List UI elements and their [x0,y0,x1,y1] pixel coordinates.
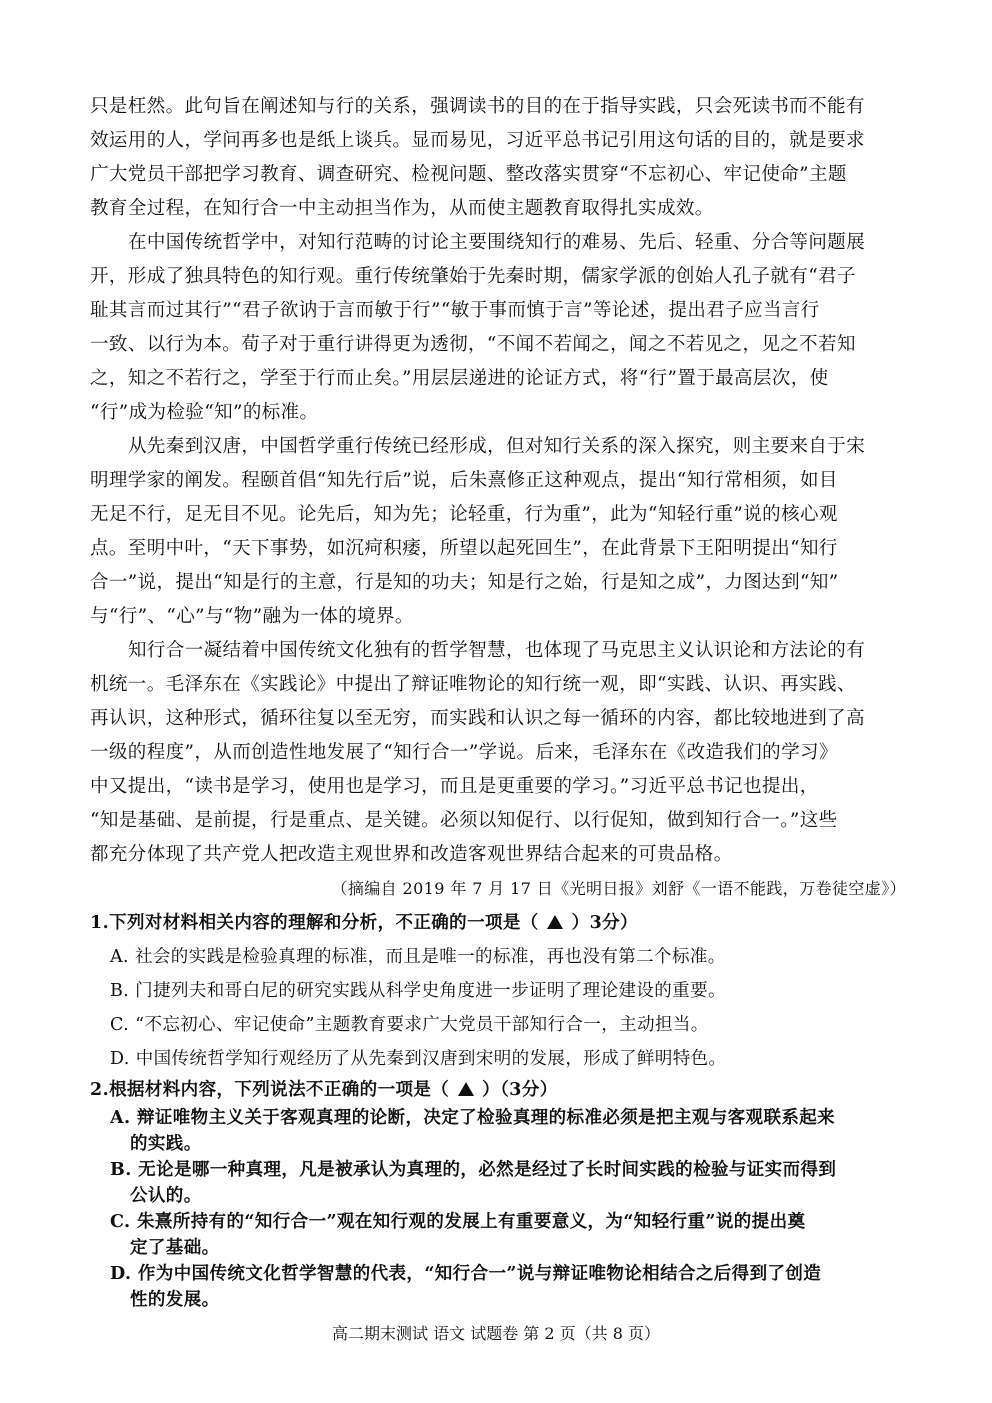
passage-line: 再认识，这种形式，循环往复以至无穷，而实践和认识之每一循环的内容，都比较地进到了高 [90,708,865,729]
option-a: A. 社会的实践是检验真理的标准，而且是唯一的标准，再也没有第二个标准。 [110,947,726,967]
option-d: D. 中国传统哲学知行观经历了从先秦到汉唐到宋明的发展，形成了鲜明特色。 [110,1049,727,1069]
option-c-cont: 定了基础。 [130,1238,220,1258]
question-stem-text: 2.根据材料内容，下列说法不正确的一项是（ [90,1080,450,1100]
passage-line: 效运用的人，学问再多也是纸上谈兵。显而易见，习近平总书记引用这句话的目的，就是要求 [90,130,865,151]
passage-line: 一致、以行为本。荀子对于重行讲得更为透彻，“不闻不若闻之，闻之不若见之，见之不若知 [90,334,856,355]
passage-line: 中又提出，“读书是学习，使用也是学习，而且是更重要的学习。”习近平总书记也提出， [90,776,819,797]
passage-line: 与“行”、“心”与“物”融为一体的境界。 [90,606,414,627]
option-a: A. 辩证唯物主义关于客观真理的论断，决定了检验真理的标准必须是把主观与客观联系起来 [110,1108,836,1128]
option-b: B. 门捷列夫和哥白尼的研究实践从科学史角度进一步证明了理论建设的重要。 [110,981,726,1001]
question-score-text: ）（3分） [482,1080,558,1100]
option-a-cont: 的实践。 [130,1134,202,1154]
passage-line: 知行合一凝结着中国传统文化独有的哲学智慧，也体现了马克思主义认识论和方法论的有 [128,640,866,661]
question-1-stem [90,906,906,940]
option-b: B. 无论是哪一种真理，凡是被承认为真理的，必然是经过了长时间实践的检验与证实而得到 [110,1160,837,1180]
option-b-cont: 公认的。 [130,1186,202,1206]
question-score-text: ）3分） [571,913,638,933]
passage-line: 无足不行，足无目不见。论先后，知为先；论轻重，行为重”，此为“知轻行重”说的核心观 [90,504,838,525]
option-c: C. 朱熹所持有的“知行合一”观在知行观的发展上有重要意义，为“知轻行重”说的提出奠 [110,1212,806,1232]
passage-line: 耻其言而过其行”“君子欲讷于言而敏于行”“敏于事而慎于言”等论述，提出君子应当言行 [90,300,820,321]
passage-line: “行”成为检验“知”的标准。 [90,402,319,423]
option-c: C. “不忘初心、牢记使命”主题教育要求广大党员干部知行合一，主动担当。 [110,1015,709,1035]
passage-line: “知是基础、是前提，行是重点、是关键。必须以知促行、以行促知，做到知行合一。”这些 [90,810,838,831]
passage-line: 在中国传统哲学中，对知行范畴的讨论主要围绕知行的难易、先后、轻重、分合等问题展 [128,232,866,253]
passage-line: 合一”说，提出“知是行的主意，行是知的功夫；知是行之始，行是知之成”，力图达到“知” [90,572,839,593]
passage-line: 都充分体现了共产党人把改造主观世界和改造客观世界结合起来的可贵品格。 [90,844,733,865]
triangle-icon [547,915,563,929]
triangle-icon [458,1082,474,1096]
passage-line: 之，知之不若行之，学至于行而止矣。”用层层递进的论证方式，将“行”置于最高层次，使 [90,368,829,389]
option-d: D. 作为中国传统文化哲学智慧的代表，“知行合一”说与辩证唯物论相结合之后得到了创造 [110,1264,822,1284]
passage-line: 点。至明中叶，“天下事势，如沉疴积痿，所望以起死回生”，在此背景下王阳明提出“知行 [90,538,838,559]
passage-line: 只是枉然。此句旨在阐述知与行的关系，强调读书的目的在于指导实践，只会死读书而不能有 [90,96,865,117]
page-footer: 高二期末测试 语文 试题卷 第 2 页（共 8 页） [332,1324,660,1343]
passage-line: 机统一。毛泽东在《实践论》中提出了辩证唯物论的知行统一观，即“实践、认识、再实践、 [90,674,856,695]
passage-line: 明理学家的阐发。程颐首倡“知先行后”说，后朱熹修正这种观点，提出“知行常相须，如目 [90,470,838,491]
passage-source: （摘编自 2019 年 7 月 17 日《光明日报》刘舒《一语不能践，万卷徒空虚》） [331,879,906,898]
passage-line: 从先秦到汉唐，中国哲学重行传统已经形成，但对知行关系的深入探究，则主要来自于宋 [128,436,866,457]
passage-line: 广大党员干部把学习教育、调查研究、检视问题、整改落实贯穿“不忘初心、牢记使命”主题 [90,164,847,185]
passage-line: 一级的程度”，从而创造性地发展了“知行合一”学说。后来，毛泽东在《改造我们的学习》 [90,742,838,763]
passage-line: 教育全过程，在知行合一中主动担当作为，从而使主题教育取得扎实成效。 [90,198,714,219]
option-d-cont: 性的发展。 [130,1290,220,1310]
passage-line: 开，形成了独具特色的知行观。重行传统肇始于先秦时期，儒家学派的创始人孔子就有“君子 [90,266,856,287]
question-2-stem [90,1076,906,1104]
question-stem-text: 1.下列对材料相关内容的理解和分析，不正确的一项是（ [90,913,539,933]
